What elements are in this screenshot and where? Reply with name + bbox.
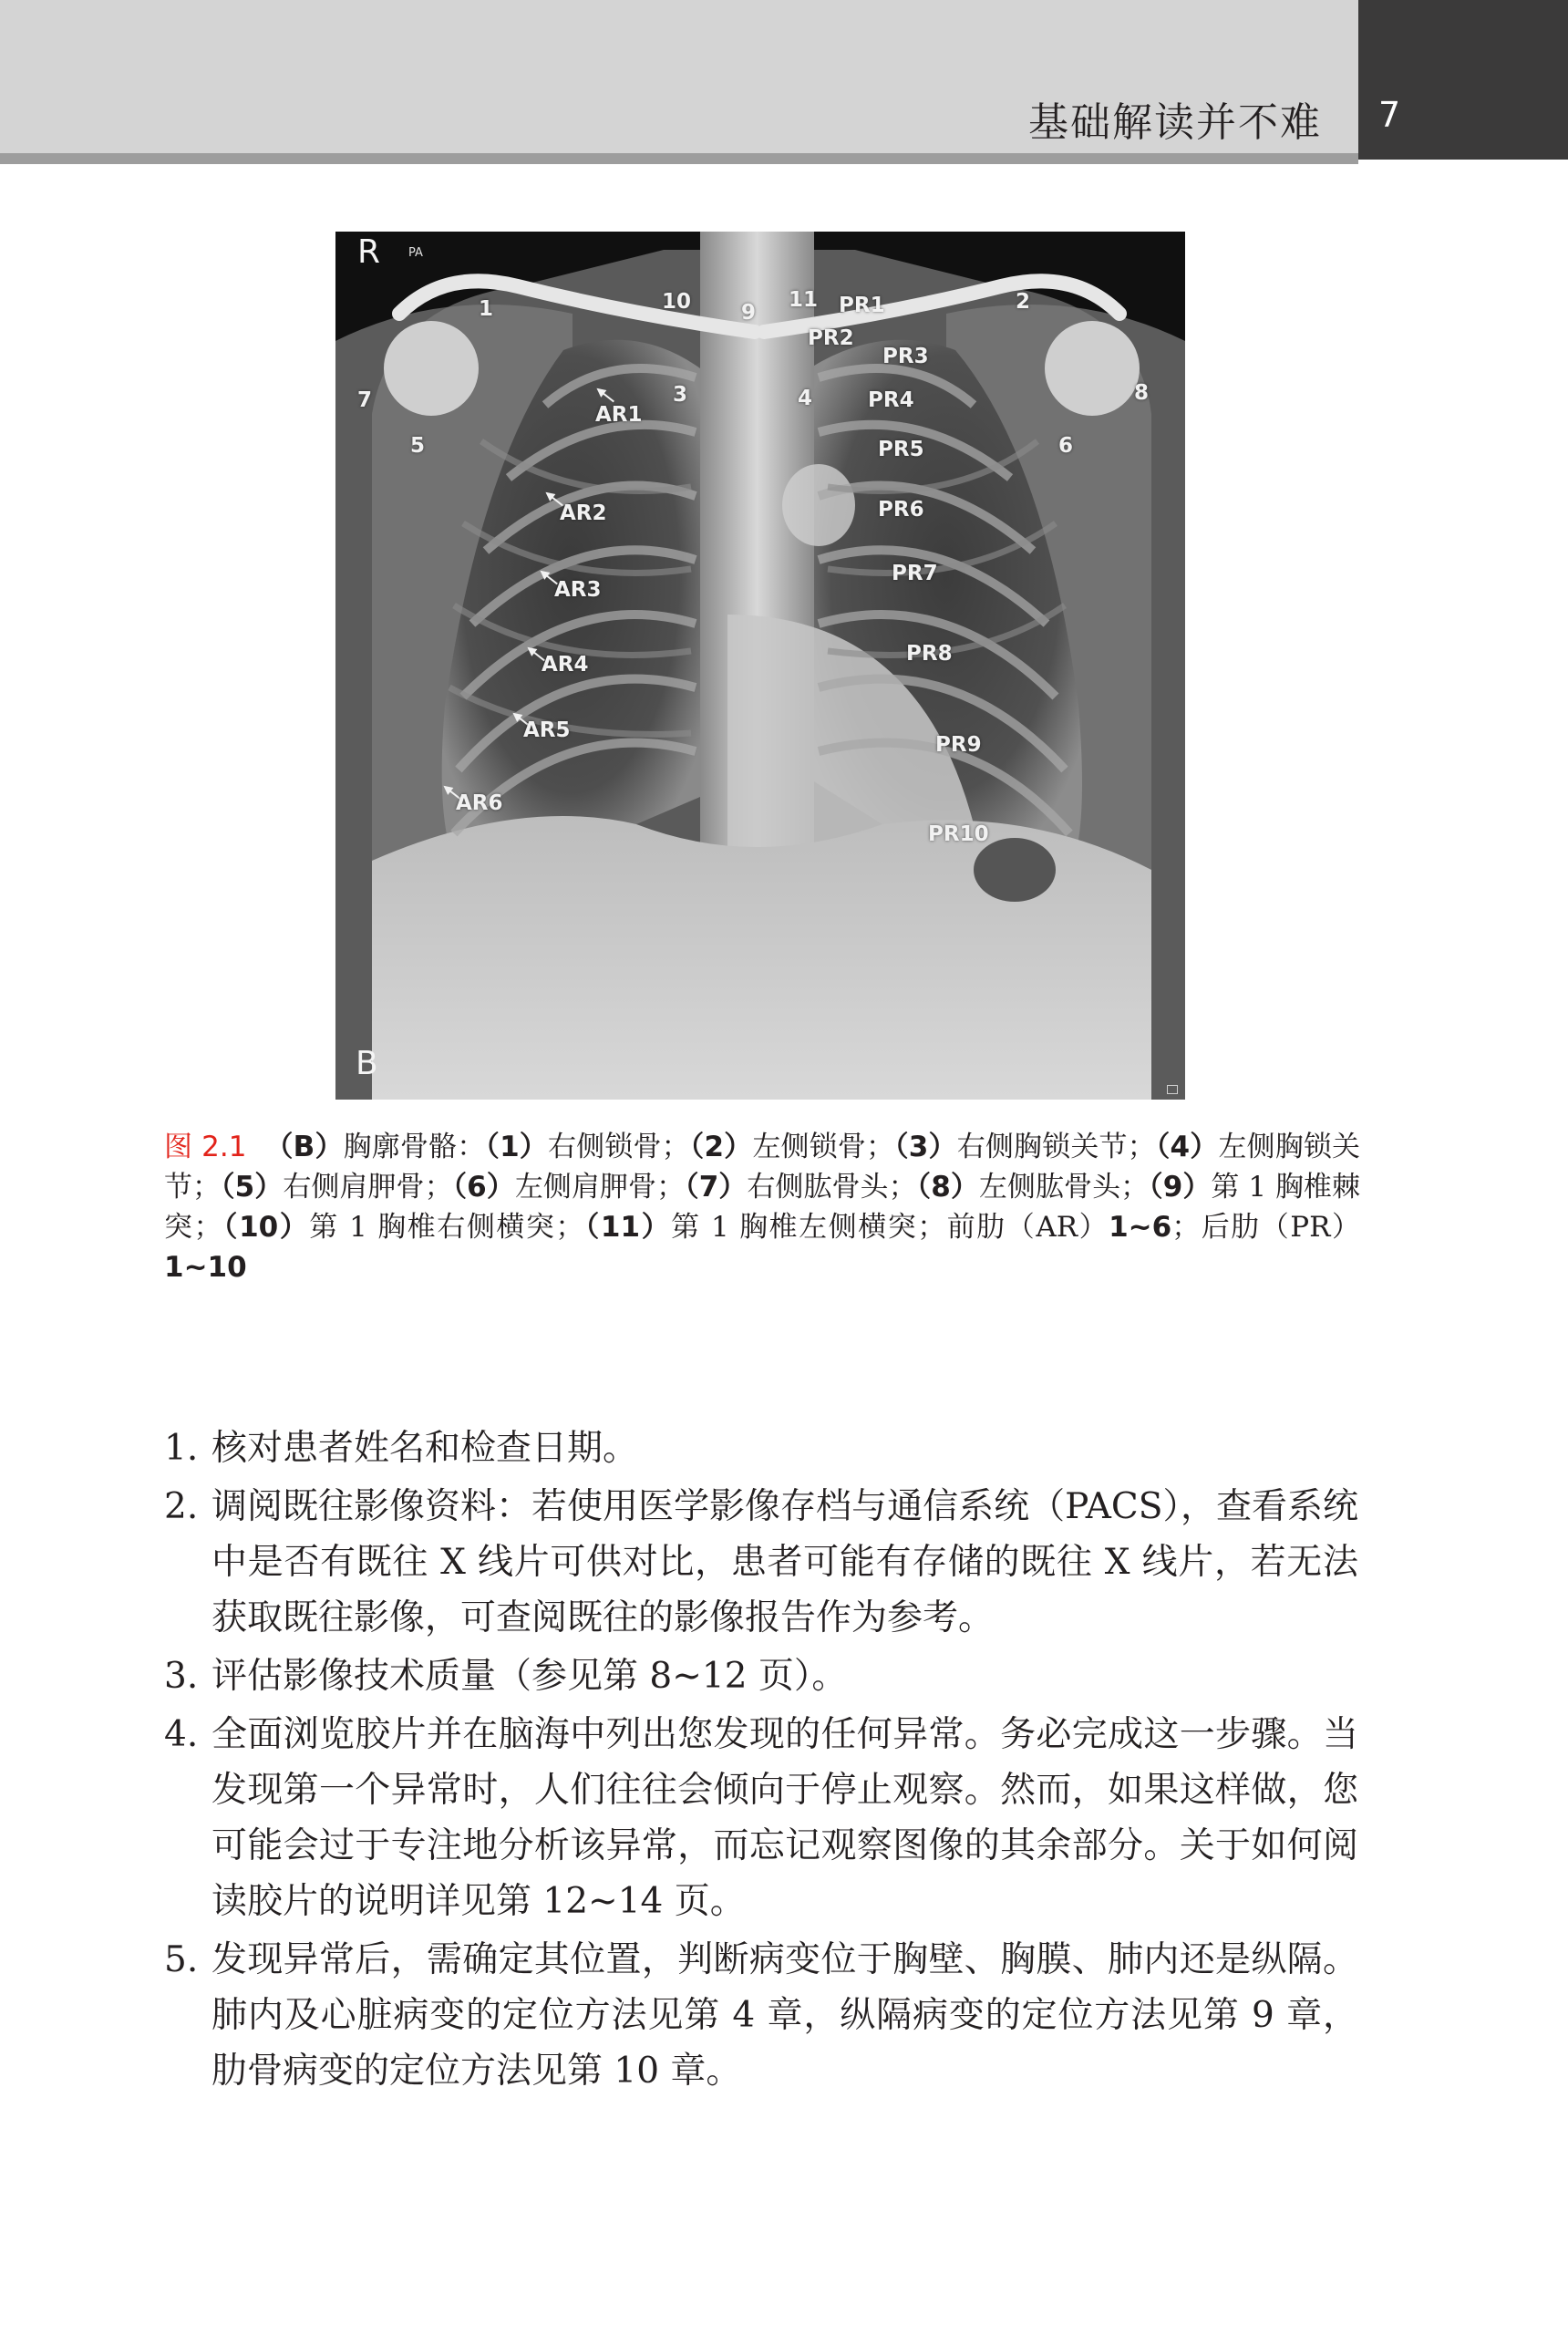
header-rule	[0, 153, 1358, 164]
caption-item-text: 左侧锁骨；	[752, 1131, 894, 1163]
side-marker-r: R	[357, 233, 381, 271]
caption-item-num: （11）	[583, 1211, 672, 1244]
caption-item-text: 右侧肱骨头；	[747, 1171, 917, 1204]
label-ar4: AR4	[542, 653, 589, 677]
label-right-clavicle: 1	[479, 297, 494, 321]
caption-item-num: （2）	[689, 1131, 753, 1163]
caption-item-num: （9）	[1149, 1171, 1212, 1204]
label-left-scapula: 6	[1058, 434, 1074, 458]
caption-item-num: 1~10	[164, 1251, 247, 1284]
list-item-text: 全面浏览胶片并在脑海中列出您发现的任何异常。务必完成这一步骤。当发现第一个异常时，人们往往会倾向于停止观察。然而，如果这样做，您可能会过于专注地分析该异常，而忘记观察图像的其余部分。关于如何阅读胶片的说明详见第 12~14 页。	[211, 1714, 1358, 1922]
list-item-number: 5.	[164, 1939, 199, 1980]
label-t1-spinous: 9	[741, 301, 757, 325]
label-pr3: PR3	[882, 345, 929, 368]
label-right-humeral-head: 7	[357, 388, 373, 412]
label-pr1: PR1	[839, 294, 885, 317]
label-pr10: PR10	[928, 822, 989, 846]
panel-letter-b: B	[356, 1045, 378, 1082]
label-pr8: PR8	[906, 642, 953, 666]
label-ar5: AR5	[523, 718, 571, 742]
list-item-text: 发现异常后，需确定其位置，判断病变位于胸壁、胸膜、肺内还是纵隔。肺内及心脏病变的定位方法见第 4 章，纵隔病变的定位方法见第 9 章，肋骨病变的定位方法见第 10 章。	[211, 1939, 1358, 2092]
running-header-title: 基础解读并不难	[1028, 99, 1322, 146]
list-item	[164, 1421, 1358, 1476]
figure-number: 图 2.1	[164, 1131, 247, 1163]
label-pr7: PR7	[892, 562, 938, 585]
label-ar3: AR3	[554, 578, 602, 602]
caption-item-num: （B）	[264, 1131, 344, 1163]
caption-item-text: 第 1 胸椎棘突；	[164, 1171, 1361, 1244]
caption-item-num: （6）	[452, 1171, 515, 1204]
label-left-clavicle: 2	[1016, 290, 1031, 314]
label-pr9: PR9	[935, 733, 982, 757]
caption-item-num: （5）	[221, 1171, 284, 1204]
label-ar2: AR2	[560, 501, 607, 525]
list-item	[164, 1479, 1358, 1646]
list-item	[164, 1707, 1358, 1929]
caption-item-num: （3）	[893, 1131, 957, 1163]
caption-item-text: ；后肋（PR）	[1171, 1211, 1361, 1244]
list-item-number: 2.	[164, 1486, 199, 1527]
list-item-number: 4.	[164, 1714, 199, 1755]
label-t1-left-transverse: 11	[789, 288, 819, 312]
caption-item-num: （7）	[685, 1171, 748, 1204]
label-pr2: PR2	[808, 326, 854, 350]
caption-item-text: 右侧锁骨；	[547, 1131, 690, 1163]
caption-item-num: （8）	[916, 1171, 979, 1204]
list-item-number: 1.	[164, 1428, 199, 1469]
list-item-number: 3.	[164, 1656, 199, 1697]
caption-item-num: （10）	[222, 1211, 310, 1244]
list-item	[164, 1648, 1358, 1704]
corner-tag	[1167, 1085, 1178, 1094]
label-ar6: AR6	[456, 791, 503, 815]
label-pr5: PR5	[878, 438, 924, 461]
label-t1-right-transverse: 10	[662, 290, 692, 314]
label-pr4: PR4	[868, 388, 914, 412]
caption-item-text: 左侧肱骨头；	[978, 1171, 1150, 1204]
caption-item-text: 左侧肩胛骨；	[514, 1171, 686, 1204]
label-right-sc-joint: 3	[673, 383, 688, 407]
label-ar1: AR1	[595, 403, 643, 427]
list-item-text: 核对患者姓名和检查日期。	[211, 1428, 639, 1469]
caption-item-text: 左侧胸锁关节；	[164, 1131, 1361, 1204]
caption-item-text: 右侧胸锁关节；	[956, 1131, 1156, 1163]
label-pr6: PR6	[878, 498, 924, 522]
caption-item-num: （4）	[1155, 1131, 1219, 1163]
chest-xray-figure	[335, 232, 1185, 1100]
caption-item-text: 胸廓骨骼：	[343, 1131, 486, 1163]
page-number: 7	[1378, 95, 1401, 135]
label-right-scapula: 5	[410, 434, 426, 458]
caption-item-text: 第 1 胸椎右侧横突；	[309, 1211, 584, 1244]
list-item-text: 评估影像技术质量（参见第 8~12 页）。	[211, 1656, 848, 1697]
caption-item-text: 第 1 胸椎左侧横突；前肋（AR）	[671, 1211, 1109, 1244]
caption-item-text: 右侧肩胛骨；	[283, 1171, 453, 1204]
list-item	[164, 1932, 1358, 2099]
xray-image	[335, 232, 1185, 1100]
list-item-text: 调阅既往影像资料：若使用医学影像存档与通信系统（PACS），查看系统中是否有既往 X 线片可供对比，患者可能有存储的既往 X 线片，若无法获取既往影像，可查阅既往的影像报告作为参考。	[211, 1486, 1358, 1638]
caption-item-num: 1~6	[1109, 1211, 1172, 1244]
figure-caption	[164, 1127, 1360, 1287]
projection-marker-pa: PA	[408, 246, 423, 260]
label-left-humeral-head: 8	[1134, 381, 1150, 405]
steps-list	[164, 1421, 1358, 2102]
caption-item-num: （1）	[485, 1131, 548, 1163]
page-number-box	[1358, 0, 1568, 160]
label-left-sc-joint: 4	[798, 387, 813, 410]
